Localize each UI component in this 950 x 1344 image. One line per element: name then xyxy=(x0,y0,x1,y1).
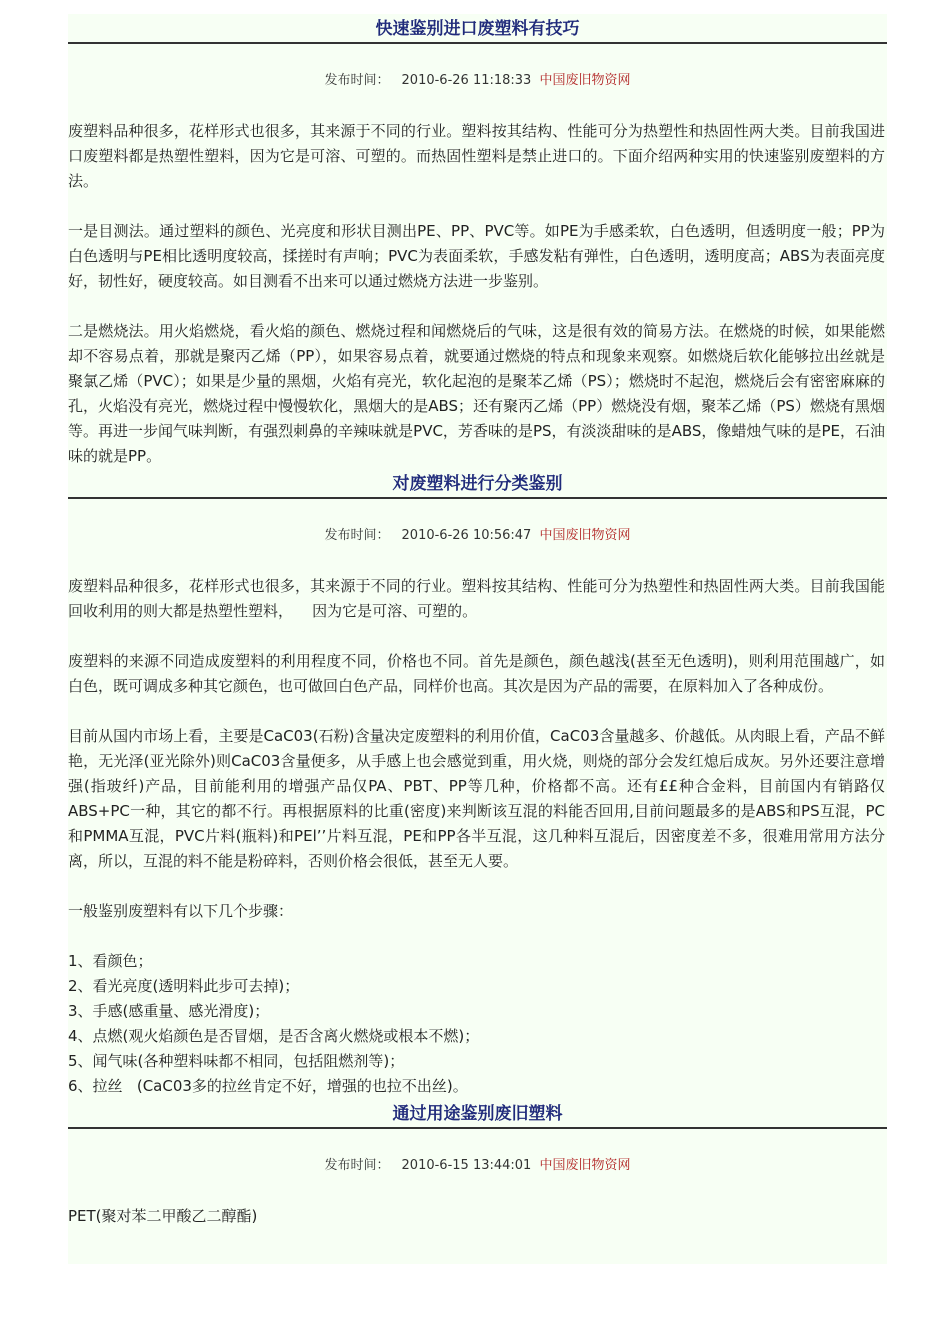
step-item: 3、手感(感重量、感光滑度)； xyxy=(68,1002,270,1020)
document-page xyxy=(68,14,887,1264)
article-3 xyxy=(68,1099,887,1229)
paragraph: 废塑料品种很多，花样形式也很多，其来源于不同的行业。塑料按其结构、性能可分为热塑性和热固性两大类。目前我国能回收利用的则大都是热塑性塑料， 因为它是可溶、可塑的。 xyxy=(68,577,885,620)
source-link[interactable]: 中国废旧物资网 xyxy=(539,528,631,543)
publish-time: 2010-6-26 10:56:47 xyxy=(401,528,532,543)
publish-time: 2010-6-15 13:44:01 xyxy=(401,1158,532,1173)
article-title: 对废塑料进行分类鉴别 xyxy=(68,469,887,499)
paragraph: 一是目测法。通过塑料的颜色、光亮度和形状目测出PE、PP、PVC等。如PE为手感柔软，白色透明，但透明度一般；PP为白色透明与PE相比透明度较高，揉搓时有声响；PVC为表面柔软，手感发粘有弹性，白色透明，透明度高；ABS为表面亮度好，韧性好，硬度较高。如目测看不出来可以通过燃烧方法进一步鉴别。 xyxy=(68,222,885,290)
paragraph: 废塑料的来源不同造成废塑料的利用程度不同，价格也不同。首先是颜色，颜色越浅(甚至无色透明)，则利用范围越广，如白色，既可调成多种其它颜色，也可做回白色产品，同样价也高。其次是因为产品的需要，在原料加入了各种成份。 xyxy=(68,652,885,695)
step-item: 2、看光亮度(透明料此步可去掉)； xyxy=(68,977,300,995)
publish-meta xyxy=(68,525,887,547)
source-link[interactable]: 中国废旧物资网 xyxy=(539,73,631,88)
step-item: 4、点燃(观火焰颜色是否冒烟，是否含离火燃烧或根本不燃)； xyxy=(68,1027,480,1045)
article-2 xyxy=(68,469,887,1099)
publish-time-label: 发布时间： xyxy=(324,528,390,543)
paragraph: PET(聚对苯二甲酸乙二醇酯) xyxy=(68,1207,258,1225)
step-item: 5、闻气味(各种塑料味都不相同，包括阻燃剂等)； xyxy=(68,1052,405,1070)
publish-meta xyxy=(68,1155,887,1177)
publish-meta xyxy=(68,70,887,92)
step-item: 1、看颜色； xyxy=(68,952,153,970)
source-link[interactable]: 中国废旧物资网 xyxy=(539,1158,631,1173)
article-title: 通过用途鉴别废旧塑料 xyxy=(68,1099,887,1129)
paragraph: 一般鉴别废塑料有以下几个步骤： xyxy=(68,902,294,920)
publish-time-label: 发布时间： xyxy=(324,73,390,88)
paragraph: 二是燃烧法。用火焰燃烧，看火焰的颜色、燃烧过程和闻燃烧后的气味，这是很有效的简易方法。在燃烧的时候，如果能燃却不容易点着，那就是聚丙乙烯（PP），如果容易点着，就要通过燃烧的特点和现象来观察。如燃烧后软化能够拉出丝就是聚氯乙烯（PVC）；如果是少量的黑烟，火焰有亮光，软化起泡的是聚苯乙烯（PS）；燃烧时不起泡，燃烧后会有密密麻麻的孔，火焰没有亮光，燃烧过程中慢慢软化，黑烟大的是ABS；还有聚丙乙烯（PP）燃烧没有烟，聚苯乙烯（PS）燃烧有黑烟等。再进一步闻气味判断，有强烈刺鼻的辛辣味就是PVC，芳香味的是PS，有淡淡甜味的是ABS，像蜡烛气味的是PE，石油味的就是PP。 xyxy=(68,322,885,465)
article-1 xyxy=(68,14,887,469)
paragraph: 废塑料品种很多，花样形式也很多，其来源于不同的行业。塑料按其结构、性能可分为热塑性和热固性两大类。目前我国进口废塑料都是热塑性塑料，因为它是可溶、可塑的。而热固性塑料是禁止进口的。下面介绍两种实用的快速鉴别废塑料的方法。 xyxy=(68,122,885,190)
publish-time-label: 发布时间： xyxy=(324,1158,390,1173)
step-item: 6、拉丝 (CaC03多的拉丝肯定不好，增强的也拉不出丝)。 xyxy=(68,1077,468,1095)
publish-time: 2010-6-26 11:18:33 xyxy=(401,73,532,88)
article-title: 快速鉴别进口废塑料有技巧 xyxy=(68,14,887,44)
paragraph: 目前从国内市场上看，主要是CaC03(石粉)含量决定废塑料的利用价值，CaC03含量越多、价越低。从肉眼上看，产品不鲜艳，无光泽(亚光除外)则CaC03含量便多，从手感上也会感觉到重，用火烧，则烧的部分会发红熄后成灰。另外还要注意增强(指玻纤)产品，目前能利用的增强产品仅PA、PBT、PP等几种，价格都不高。还有££种合金料，目前国内有销路仅ABS+PC一种，其它的都不行。再根据原料的比重(密度)来判断该互混的料能否回用,目前问题最多的是ABS和PS互混，PC和PMMA互混，PVC片料(瓶料)和PEl’’片料互混，PE和PP各半互混，这几种料互混后，因密度差不多，很难用常用方法分离，所以，互混的料不能是粉碎料，否则价格会很低，甚至无人要。 xyxy=(68,727,885,870)
